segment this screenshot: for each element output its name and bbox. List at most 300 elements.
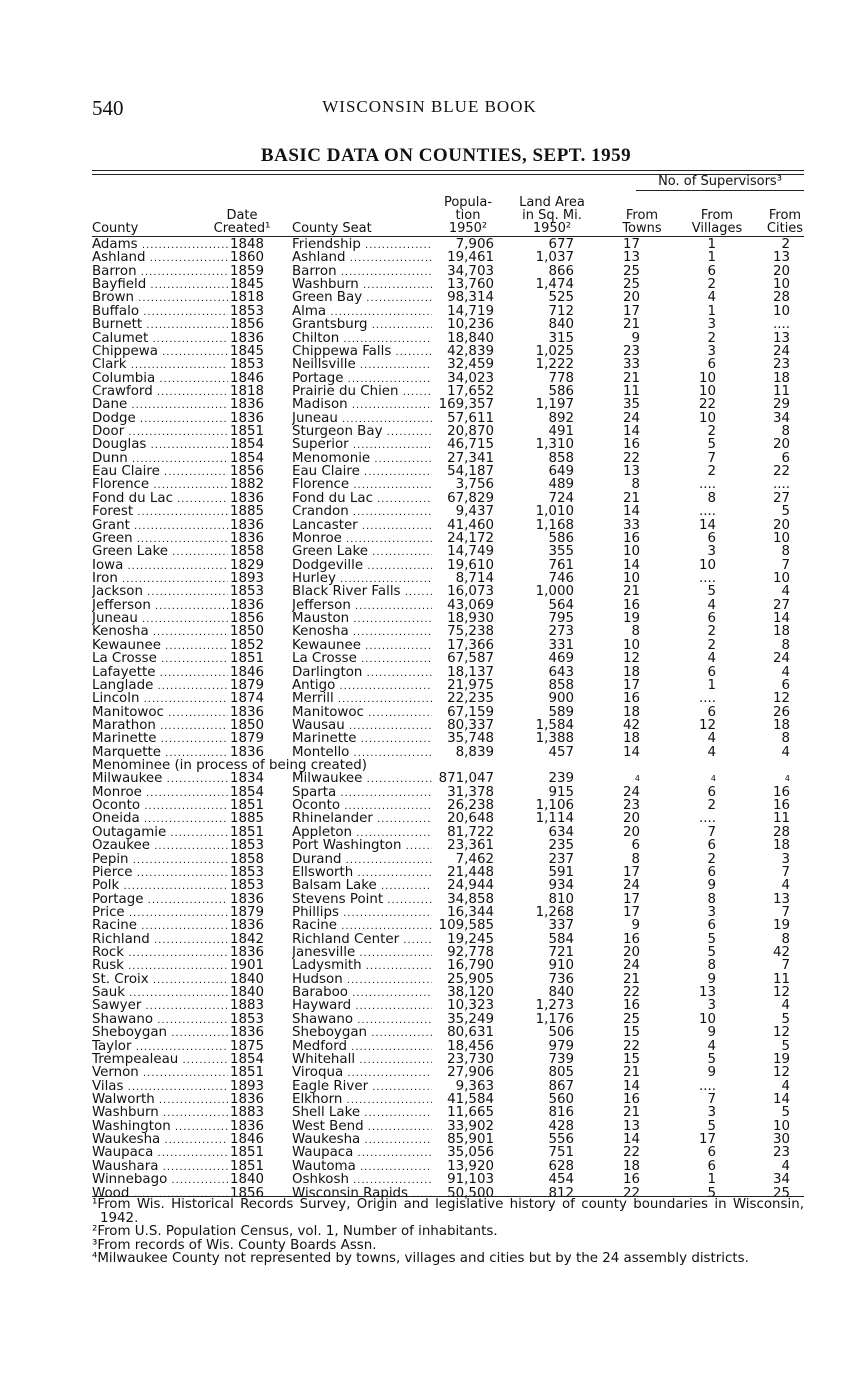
land-area: 810	[548, 891, 574, 907]
land-area: 634	[548, 824, 574, 840]
county-seat: Dodgeville .....	[292, 559, 432, 573]
land-area: 1,025	[535, 343, 574, 359]
population: 16,344	[447, 904, 494, 920]
population: 9,437	[455, 504, 494, 520]
county-name: Columbia .....	[92, 372, 228, 386]
table-row	[92, 385, 804, 398]
from-cities: 14	[772, 1092, 790, 1107]
date-created: 1854	[230, 784, 265, 800]
date-created: 1893	[230, 1078, 265, 1094]
table-row	[92, 318, 804, 331]
table-row	[92, 999, 804, 1012]
county-name: Sawyer .....	[92, 999, 228, 1013]
from-cities: 27	[772, 490, 790, 506]
from-villages: 1	[707, 1172, 716, 1188]
from-villages: ....	[698, 1078, 716, 1094]
date-created: 1848	[230, 237, 265, 252]
from-villages: 4	[707, 290, 716, 306]
from-towns: 20	[622, 824, 640, 840]
land-area: 235	[548, 838, 574, 854]
county-name: Barron .....	[92, 265, 228, 279]
land-area: 1,474	[535, 277, 574, 293]
population: 24,944	[447, 878, 494, 894]
county-seat: Shawano .....	[292, 1013, 432, 1027]
table-row	[92, 652, 804, 665]
county-seat: Crandon .....	[292, 505, 432, 519]
county-name: Rock .....	[92, 946, 228, 960]
from-villages: 2	[707, 277, 716, 293]
land-area: 739	[548, 1051, 574, 1067]
table-row	[92, 826, 804, 839]
from-cities: 8	[781, 544, 790, 560]
table-row	[92, 1053, 804, 1066]
county-name: Eau Claire .....	[92, 465, 228, 479]
county-seat: Phillips .....	[292, 906, 432, 920]
land-area: 237	[548, 851, 574, 867]
population: 38,120	[447, 985, 494, 1001]
column-header-county: County	[92, 221, 139, 236]
from-cities: 27	[772, 597, 790, 613]
from-villages: 9	[707, 1065, 716, 1081]
date-created: 1858	[230, 851, 265, 867]
from-towns: 8	[631, 477, 640, 493]
from-towns: 10	[622, 544, 640, 560]
county-name: Iowa .....	[92, 559, 228, 573]
from-towns: 16	[622, 1092, 640, 1107]
from-cities: 20	[772, 517, 790, 533]
population: 46,715	[447, 437, 494, 453]
population: 67,829	[447, 490, 494, 506]
population: 41,460	[447, 517, 494, 533]
from-cities: 8	[781, 424, 790, 440]
county-seat: Sheboygan .....	[292, 1026, 432, 1040]
date-created: 1854	[230, 450, 265, 466]
from-cities: 10	[772, 303, 790, 319]
from-villages: 2	[707, 637, 716, 653]
county-name: Lincoln .....	[92, 692, 228, 706]
table-row	[92, 866, 804, 879]
from-villages: 6	[707, 784, 716, 800]
from-cities: 5	[781, 1038, 790, 1054]
population: 109,585	[438, 918, 494, 934]
column-header-from-cities: From Cities	[766, 208, 804, 236]
table-row	[92, 1146, 804, 1159]
from-towns: 21	[622, 1105, 640, 1121]
land-area: 795	[548, 611, 574, 627]
date-created: 1851	[230, 651, 265, 667]
from-villages: 5	[707, 437, 716, 453]
from-towns: 12	[622, 651, 640, 667]
county-name: Polk .....	[92, 879, 228, 893]
county-table-body	[92, 238, 804, 1200]
date-created: 1853	[230, 584, 265, 600]
table-row	[92, 772, 804, 785]
date-created: 1860	[230, 250, 265, 266]
county-seat: Mauston .....	[292, 612, 432, 626]
population: 41,584	[447, 1092, 494, 1107]
land-area: 900	[548, 691, 574, 707]
date-created: 1853	[230, 303, 265, 319]
county-seat: Eagle River .....	[292, 1080, 432, 1094]
population: 18,456	[447, 1038, 494, 1054]
county-seat: Florence .....	[292, 478, 432, 492]
from-villages: 5	[707, 1118, 716, 1134]
page-number: 540	[92, 96, 124, 120]
county-name: Pierce .....	[92, 866, 228, 880]
date-created: 1885	[230, 811, 265, 827]
population: 8,839	[455, 744, 494, 760]
date-created: 1851	[230, 1145, 265, 1161]
population: 67,159	[447, 704, 494, 720]
county-seat: Hudson .....	[292, 973, 432, 987]
from-towns: 18	[622, 664, 640, 680]
from-cities: 25	[772, 1185, 790, 1201]
from-towns: 22	[622, 1145, 640, 1161]
land-area: 491	[548, 424, 574, 440]
population: 14,749	[447, 544, 494, 560]
county-name: Sauk .....	[92, 986, 228, 1000]
county-seat: Port Washington .....	[292, 839, 432, 853]
from-towns: 35	[622, 397, 640, 413]
table-row	[92, 372, 804, 385]
date-created: 1856	[230, 317, 265, 333]
from-cities: ....	[772, 317, 790, 333]
date-created: 1836	[230, 1118, 265, 1134]
table-row	[92, 893, 804, 906]
population: 21,448	[447, 864, 494, 880]
from-villages: 10	[698, 1011, 716, 1027]
from-towns: 8	[631, 851, 640, 867]
county-name: Marquette .....	[92, 746, 228, 760]
from-villages: 5	[707, 931, 716, 947]
date-created: 1836	[230, 1092, 265, 1107]
from-towns: 16	[622, 1172, 640, 1188]
from-cities: 24	[772, 343, 790, 359]
from-towns: 16	[622, 998, 640, 1014]
table-row	[92, 251, 804, 264]
county-name: Price .....	[92, 906, 228, 920]
from-villages: 2	[707, 624, 716, 640]
date-created: 1856	[230, 611, 265, 627]
from-villages: 9	[707, 878, 716, 894]
from-cities: 11	[772, 383, 790, 399]
date-created: 1879	[230, 677, 265, 693]
from-cities: 22	[772, 464, 790, 480]
county-name: Rusk .....	[92, 959, 228, 973]
land-area: 677	[548, 237, 574, 252]
date-created: 1853	[230, 357, 265, 373]
county-seat: Montello .....	[292, 746, 432, 760]
from-towns: 14	[622, 424, 640, 440]
from-cities: 23	[772, 357, 790, 373]
date-created: 1858	[230, 544, 265, 560]
from-towns: 17	[622, 303, 640, 319]
population: 21,975	[447, 677, 494, 693]
from-cities: 24	[772, 651, 790, 667]
date-created: 1836	[230, 397, 265, 413]
population: 20,870	[447, 424, 494, 440]
from-villages: 10	[698, 370, 716, 386]
from-towns: 33	[622, 517, 640, 533]
from-towns: 24	[622, 410, 640, 426]
county-name: Milwaukee .....	[92, 772, 228, 786]
from-villages: 1	[707, 677, 716, 693]
county-name: Ashland .....	[92, 251, 228, 265]
county-seat: Wausau .....	[292, 719, 432, 733]
county-name: Kewaunee .....	[92, 639, 228, 653]
supervisors-rule	[636, 190, 804, 191]
population: 13,920	[447, 1158, 494, 1174]
date-created: 1846	[230, 664, 265, 680]
population: 75,238	[447, 624, 494, 640]
from-villages: 3	[707, 544, 716, 560]
from-villages: 8	[707, 958, 716, 974]
table-row	[92, 332, 804, 345]
land-area: 746	[548, 570, 574, 586]
population: 92,778	[447, 945, 494, 961]
county-name: Dodge .....	[92, 412, 228, 426]
population: 22,235	[447, 691, 494, 707]
from-towns: 9	[631, 918, 640, 934]
population: 33,902	[447, 1118, 494, 1134]
table-row	[92, 786, 804, 799]
from-towns: 22	[622, 450, 640, 466]
land-area: 556	[548, 1132, 574, 1148]
population: 3,756	[455, 477, 494, 493]
from-cities: 5	[781, 1011, 790, 1027]
table-row	[92, 599, 804, 612]
column-header-date-created: Date Created¹	[213, 208, 271, 236]
from-towns: 23	[622, 343, 640, 359]
county-name: Manitowoc .....	[92, 706, 228, 720]
date-created: 1901	[230, 958, 265, 974]
county-name: Adams .....	[92, 238, 228, 252]
from-cities: 10	[772, 530, 790, 546]
county-name: Door .....	[92, 425, 228, 439]
from-cities: 28	[772, 824, 790, 840]
land-area: 589	[548, 704, 574, 720]
date-created: 1885	[230, 504, 265, 520]
from-cities: 11	[772, 811, 790, 827]
date-created: 1829	[230, 557, 265, 573]
county-seat: Ladysmith .....	[292, 959, 432, 973]
county-seat: Sturgeon Bay .....	[292, 425, 432, 439]
from-towns: 16	[622, 437, 640, 453]
population: 32,459	[447, 357, 494, 373]
date-created: 1883	[230, 998, 265, 1014]
land-area: 428	[548, 1118, 574, 1134]
from-towns: 21	[622, 317, 640, 333]
county-name: Dane .....	[92, 398, 228, 412]
from-villages: 4	[707, 651, 716, 667]
county-seat: Lancaster .....	[292, 519, 432, 533]
from-cities: 28	[772, 290, 790, 306]
from-villages: 6	[707, 864, 716, 880]
from-towns: 15	[622, 1025, 640, 1041]
table-row	[92, 759, 804, 772]
county-seat: Rhinelander .....	[292, 812, 432, 826]
table-row	[92, 1106, 804, 1119]
population: 169,357	[438, 397, 494, 413]
from-cities: 12	[772, 691, 790, 707]
county-seat: La Crosse .....	[292, 652, 432, 666]
date-created: 1818	[230, 290, 265, 306]
population: 10,323	[447, 998, 494, 1014]
from-villages: 7	[707, 1092, 716, 1107]
county-name: Oconto .....	[92, 799, 228, 813]
county-name: Grant .....	[92, 519, 228, 533]
land-area: 273	[548, 624, 574, 640]
county-name: Trempealeau .....	[92, 1053, 228, 1067]
date-created: 1854	[230, 1051, 265, 1067]
date-created: 1850	[230, 717, 265, 733]
county-seat: Juneau .....	[292, 412, 432, 426]
county-seat: Black River Falls .....	[292, 585, 432, 599]
population: 81,722	[447, 824, 494, 840]
county-name: Clark .....	[92, 358, 228, 372]
from-villages: 2	[707, 330, 716, 346]
land-area: 525	[548, 290, 574, 306]
table-row	[92, 425, 804, 438]
date-created: 1851	[230, 824, 265, 840]
from-towns: 21	[622, 1065, 640, 1081]
date-created: 1879	[230, 731, 265, 747]
table-row	[92, 1026, 804, 1039]
date-created: 1845	[230, 277, 265, 293]
land-area: 1,222	[535, 357, 574, 373]
population: 11,665	[447, 1105, 494, 1121]
county-seat: Whitehall .....	[292, 1053, 432, 1067]
land-area: 454	[548, 1172, 574, 1188]
from-towns: 13	[622, 250, 640, 266]
land-area: 586	[548, 530, 574, 546]
population: 17,366	[447, 637, 494, 653]
table-row	[92, 1093, 804, 1106]
county-seat: Darlington .....	[292, 666, 432, 680]
county-seat: Janesville .....	[292, 946, 432, 960]
from-cities: 5	[781, 504, 790, 520]
from-villages: 2	[707, 798, 716, 814]
column-header-population: Popula- tion 1950²	[443, 195, 493, 236]
county-seat: Wisconsin Rapids .....	[292, 1187, 432, 1201]
from-cities: 8	[781, 637, 790, 653]
county-seat: Eau Claire .....	[292, 465, 432, 479]
population: 85,901	[447, 1132, 494, 1148]
land-area: 858	[548, 677, 574, 693]
from-villages: 6	[707, 704, 716, 720]
county-seat: Alma .....	[292, 305, 432, 319]
population: 23,361	[447, 838, 494, 854]
from-towns: 25	[622, 1011, 640, 1027]
table-row	[92, 1173, 804, 1186]
date-created: 1842	[230, 931, 265, 947]
from-villages: 4	[707, 1038, 716, 1054]
from-towns: 14	[622, 744, 640, 760]
county-seat: Chippewa Falls .....	[292, 345, 432, 359]
from-towns: 25	[622, 277, 640, 293]
county-seat: Hurley .....	[292, 572, 432, 586]
from-cities: 4	[781, 744, 790, 760]
population: 67,587	[447, 651, 494, 667]
footnote-3: ³From records of Wis. County Boards Assn.	[92, 1237, 377, 1253]
date-created: 1836	[230, 945, 265, 961]
date-created: 1836	[230, 704, 265, 720]
table-row	[92, 358, 804, 371]
from-villages: 5	[707, 1185, 716, 1201]
county-seat: Richland Center .....	[292, 933, 432, 947]
county-seat: Green Bay .....	[292, 291, 432, 305]
table-row	[92, 559, 804, 572]
from-villages: 5	[707, 584, 716, 600]
county-name: Richland .....	[92, 933, 228, 947]
from-cities: ....	[772, 477, 790, 493]
land-area: 1,114	[535, 811, 574, 827]
county-name: Juneau .....	[92, 612, 228, 626]
land-area: 1,584	[535, 717, 574, 733]
table-row	[92, 973, 804, 986]
date-created: 1840	[230, 971, 265, 987]
county-seat: Merrill .....	[292, 692, 432, 706]
from-towns: 22	[622, 1185, 640, 1201]
county-name: Marinette .....	[92, 732, 228, 746]
from-villages: ....	[698, 504, 716, 520]
table-row	[92, 799, 804, 812]
population: 18,137	[447, 664, 494, 680]
table-row	[92, 545, 804, 558]
column-header-from-villages: From Villages	[691, 208, 743, 236]
county-seat: Appleton .....	[292, 826, 432, 840]
land-area: 1,176	[535, 1011, 574, 1027]
county-name: Brown .....	[92, 291, 228, 305]
county-name: Vernon .....	[92, 1066, 228, 1080]
from-towns: 20	[622, 811, 640, 827]
population: 25,905	[447, 971, 494, 987]
date-created: 1856	[230, 464, 265, 480]
population: 871,047	[438, 771, 494, 787]
from-villages: 3	[707, 998, 716, 1014]
from-cities: 4	[784, 774, 790, 784]
county-name: Taylor .....	[92, 1040, 228, 1054]
land-area: 761	[548, 557, 574, 573]
supervisors-header: No. of Supervisors³	[658, 174, 782, 189]
from-cities: 18	[772, 717, 790, 733]
population: 35,249	[447, 1011, 494, 1027]
table-row	[92, 305, 804, 318]
from-cities: 18	[772, 624, 790, 640]
county-name: Sheboygan .....	[92, 1026, 228, 1040]
county-seat: Oshkosh .....	[292, 1173, 432, 1187]
table-row	[92, 238, 804, 251]
table-row	[92, 812, 804, 825]
date-created: 1846	[230, 1132, 265, 1148]
county-name: La Crosse .....	[92, 652, 228, 666]
date-created: 1836	[230, 530, 265, 546]
land-area: 643	[548, 664, 574, 680]
date-created: 1836	[230, 330, 265, 346]
land-area: 564	[548, 597, 574, 613]
county-name: Oneida .....	[92, 812, 228, 826]
table-row	[92, 572, 804, 585]
from-villages: 2	[707, 424, 716, 440]
from-towns: 21	[622, 584, 640, 600]
county-seat: Portage .....	[292, 372, 432, 386]
from-villages: 6	[707, 1158, 716, 1174]
population: 9,363	[455, 1078, 494, 1094]
land-area: 315	[548, 330, 574, 346]
county-seat: Antigo .....	[292, 679, 432, 693]
county-seat: Ashland .....	[292, 251, 432, 265]
from-towns: 17	[622, 891, 640, 907]
